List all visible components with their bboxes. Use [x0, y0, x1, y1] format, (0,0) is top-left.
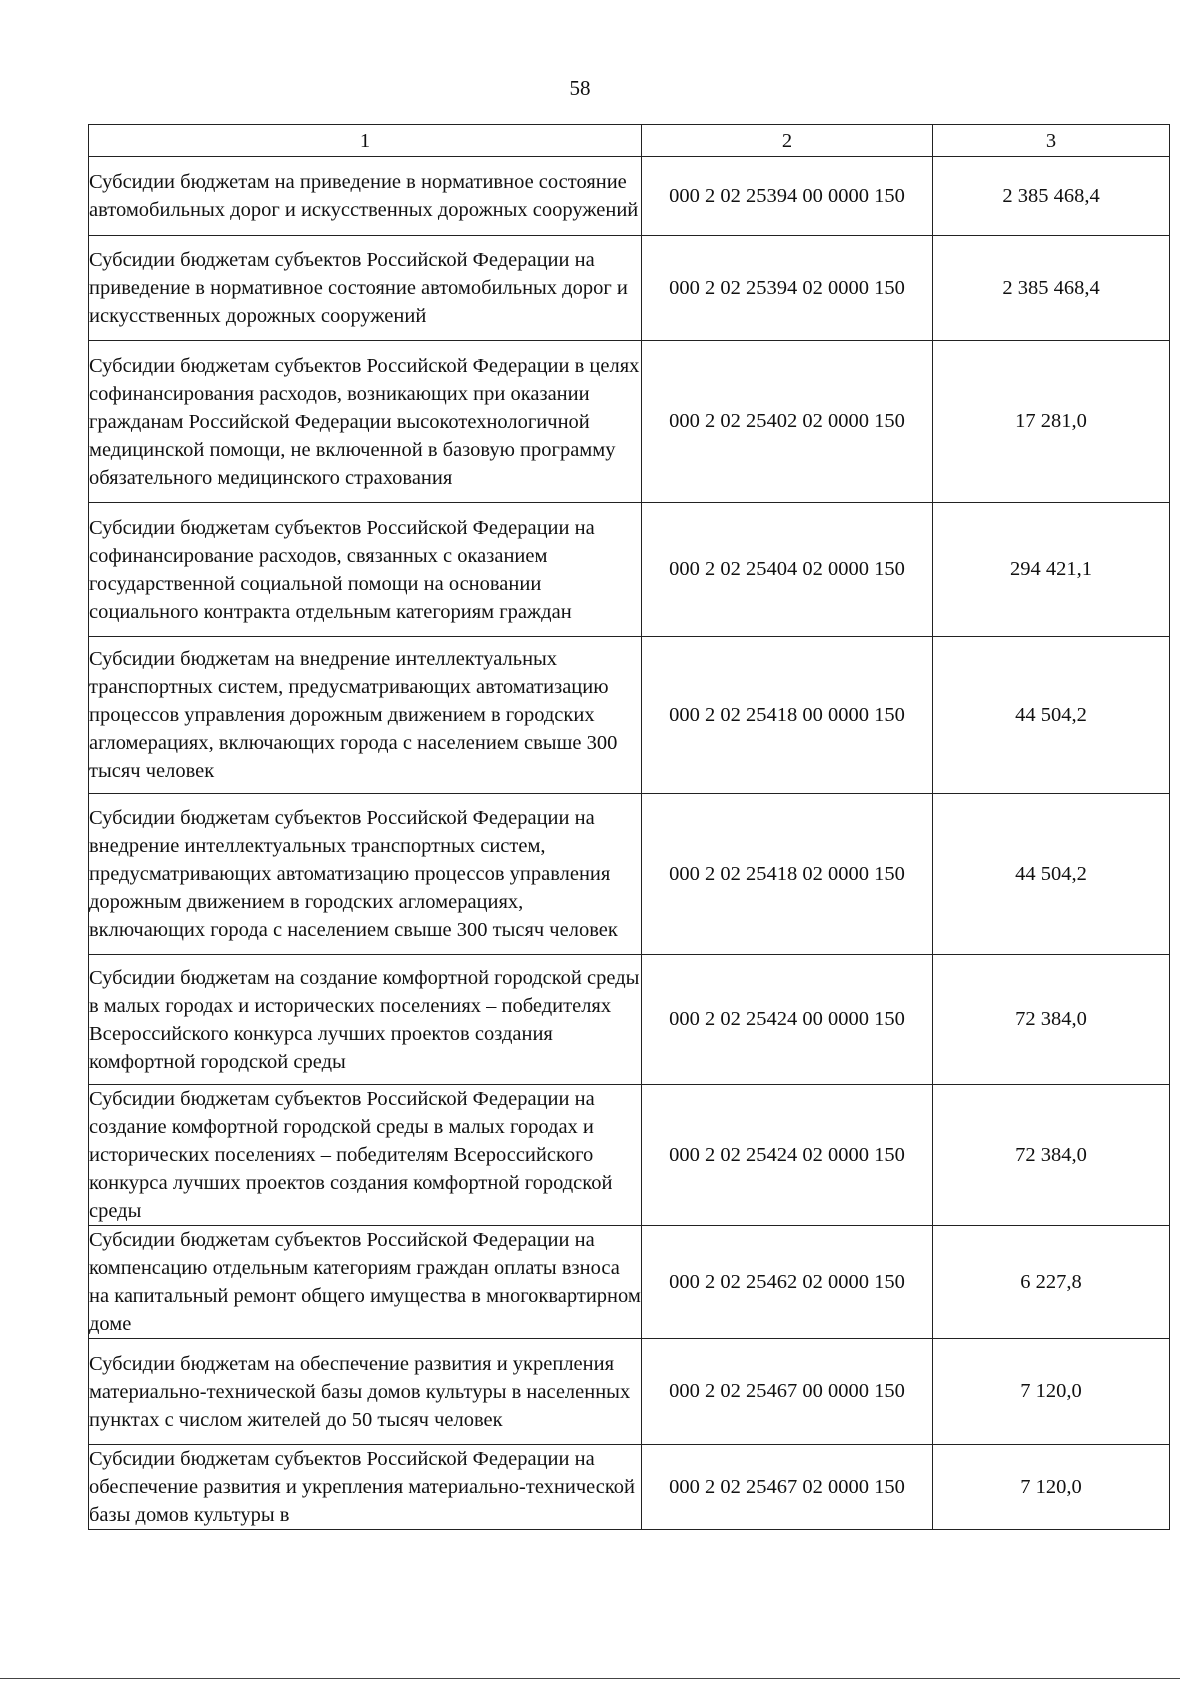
row-name: Субсидии бюджетам на создание комфортной городской среды в малых городах и исторических поселениях – победителях Всероссийского конкурса лучших проектов создания комфортной городской среды [89, 955, 642, 1085]
row-name: Субсидии бюджетам субъектов Российской Федерации на приведение в нормативное состояние автомобильных дорог и искусственных дорожных сооружений [89, 236, 642, 341]
row-code: 000 2 02 25467 00 0000 150 [642, 1339, 933, 1445]
row-code: 000 2 02 25394 02 0000 150 [642, 236, 933, 341]
row-amount: 44 504,2 [933, 637, 1170, 794]
budget-table [88, 124, 1170, 1530]
column-header: 2 [642, 125, 933, 157]
table-row [89, 1445, 1170, 1530]
row-name: Субсидии бюджетам субъектов Российской Федерации на создание комфортной городской среды в малых городах и исторических поселениях – победителям Всероссийского конкурса лучших проектов создания комфортной городской среды [89, 1085, 642, 1226]
row-amount: 72 384,0 [933, 955, 1170, 1085]
row-code: 000 2 02 25424 00 0000 150 [642, 955, 933, 1085]
row-amount: 6 227,8 [933, 1226, 1170, 1339]
row-amount: 7 120,0 [933, 1339, 1170, 1445]
row-amount: 44 504,2 [933, 794, 1170, 955]
row-code: 000 2 02 25418 02 0000 150 [642, 794, 933, 955]
page-bottom-rule [0, 1678, 1180, 1679]
table-header-row [89, 125, 1170, 157]
table-row [89, 1339, 1170, 1445]
row-name: Субсидии бюджетам на внедрение интеллектуальных транспортных систем, предусматривающих автоматизацию процессов управления дорожным движением в городских агломерациях, включающих города с населением свыше 300 тысяч человек [89, 637, 642, 794]
table-row [89, 341, 1170, 503]
row-code: 000 2 02 25467 02 0000 150 [642, 1445, 933, 1530]
table-row [89, 1226, 1170, 1339]
row-code: 000 2 02 25394 00 0000 150 [642, 157, 933, 236]
row-name: Субсидии бюджетам на приведение в нормативное состояние автомобильных дорог и искусственных дорожных сооружений [89, 157, 642, 236]
row-code: 000 2 02 25462 02 0000 150 [642, 1226, 933, 1339]
row-code: 000 2 02 25404 02 0000 150 [642, 503, 933, 637]
row-amount: 2 385 468,4 [933, 236, 1170, 341]
row-code: 000 2 02 25424 02 0000 150 [642, 1085, 933, 1226]
row-amount: 72 384,0 [933, 1085, 1170, 1226]
row-amount: 7 120,0 [933, 1445, 1170, 1530]
row-code: 000 2 02 25418 00 0000 150 [642, 637, 933, 794]
column-header: 1 [89, 125, 642, 157]
table-row [89, 157, 1170, 236]
table-row [89, 794, 1170, 955]
table-row [89, 1085, 1170, 1226]
column-header: 3 [933, 125, 1170, 157]
row-name: Субсидии бюджетам субъектов Российской Федерации в целях софинансирования расходов, возникающих при оказании гражданам Российской Федерации высокотехнологичной медицинской помощи, не включенной в базовую программу обязательного медицинского страхования [89, 341, 642, 503]
table-row [89, 955, 1170, 1085]
row-name: Субсидии бюджетам субъектов Российской Федерации на софинансирование расходов, связанных с оказанием государственной социальной помощи на основании социального контракта отдельным категориям граждан [89, 503, 642, 637]
row-name: Субсидии бюджетам субъектов Российской Федерации на компенсацию отдельным категориям граждан оплаты взноса на капитальный ремонт общего имущества в многоквартирном доме [89, 1226, 642, 1339]
page-number: 58 [569, 76, 591, 100]
row-name: Субсидии бюджетам субъектов Российской Федерации на обеспечение развития и укрепления материально-технической базы домов культуры в [89, 1445, 642, 1530]
row-amount: 17 281,0 [933, 341, 1170, 503]
table-row [89, 236, 1170, 341]
row-name: Субсидии бюджетам на обеспечение развития и укрепления материально-технической базы домов культуры в населенных пунктах с числом жителей до 50 тысяч человек [89, 1339, 642, 1445]
row-amount: 294 421,1 [933, 503, 1170, 637]
table-row [89, 503, 1170, 637]
row-code: 000 2 02 25402 02 0000 150 [642, 341, 933, 503]
row-amount: 2 385 468,4 [933, 157, 1170, 236]
row-name: Субсидии бюджетам субъектов Российской Федерации на внедрение интеллектуальных транспортных систем, предусматривающих автоматизацию процессов управления дорожным движением в городских агломерациях, включающих города с населением свыше 300 тысяч человек [89, 794, 642, 955]
table-row [89, 637, 1170, 794]
